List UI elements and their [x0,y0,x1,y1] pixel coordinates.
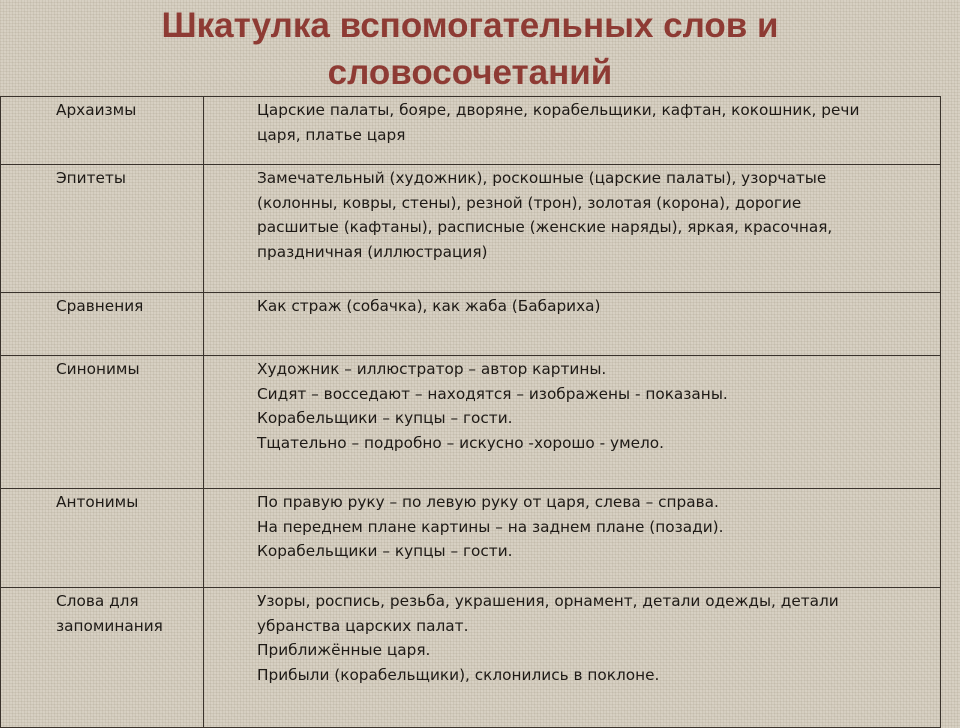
row-label-cell [1,165,204,293]
row-label: Слова для [56,592,139,610]
content-line: Художник – иллюстратор – автор картины. [257,360,607,378]
table-row-antonyms [1,489,941,588]
content-line: (колонны, ковры, стены), резной (трон), золотая (корона), дорогие [257,193,802,212]
table-row-epithets [1,165,941,293]
content-line: праздничная (иллюстрация) [257,242,488,261]
content-line: Замечательный (художник), роскошные (царские палаты), узорчатые [257,169,827,187]
row-content-cell [204,165,941,293]
row-label-cell [1,489,204,588]
row-label: запоминания [56,616,163,635]
row-label-cell [1,97,204,165]
row-label-cell [1,356,204,489]
content-line: убранства царских палат. [257,616,469,635]
content-line: Корабельщики – купцы – гости. [257,409,513,427]
content-line: царя, платье царя [257,125,406,144]
content-line: Корабельщики – купцы – гости. [257,542,513,560]
content-line: Приближённые царя. [257,641,431,659]
row-content-cell [204,588,941,728]
content-line: Сидят – восседают – находятся – изображены - показаны. [257,384,728,403]
row-label: Сравнения [56,297,144,315]
content-line: Тщательно – подробно – искусно -хорошо - умело. [257,433,665,452]
content-line: На переднем плане картины – на заднем плане (позади). [257,517,724,536]
row-label: Архаизмы [56,101,137,119]
row-label-cell [1,588,204,728]
row-label-cell [1,293,204,356]
content-line: Как страж (собачка), как жаба (Бабариха) [257,297,601,315]
vocabulary-table [0,96,941,728]
content-line: Узоры, роспись, резьба, украшения, орнамент, детали одежды, детали [257,592,839,610]
row-content-cell [204,489,941,588]
slide-title-line-2: словосочетаний [327,53,613,92]
row-content-cell [204,97,941,165]
row-content-cell [204,293,941,356]
row-label: Антонимы [56,493,139,511]
content-line: По правую руку – по левую руку от царя, слева – справа. [257,493,719,511]
row-label: Синонимы [56,360,140,378]
slide-title [0,2,940,96]
table-row-comparisons [1,293,941,356]
row-content-cell [204,356,941,489]
content-line: Прибыли (корабельщики), склонились в поклоне. [257,665,660,684]
table-row-archaisms [1,97,941,165]
table-row-memorize [1,588,941,728]
content-line: расшитые (кафтаны), расписные (женские наряды), яркая, красочная, [257,218,833,236]
row-label: Эпитеты [56,169,126,187]
content-line: Царские палаты, бояре, дворяне, корабельщики, кафтан, кокошник, речи [257,101,860,119]
slide-title-line-1: Шкатулка вспомогательных слов и [161,6,779,45]
table-row-synonyms [1,356,941,489]
